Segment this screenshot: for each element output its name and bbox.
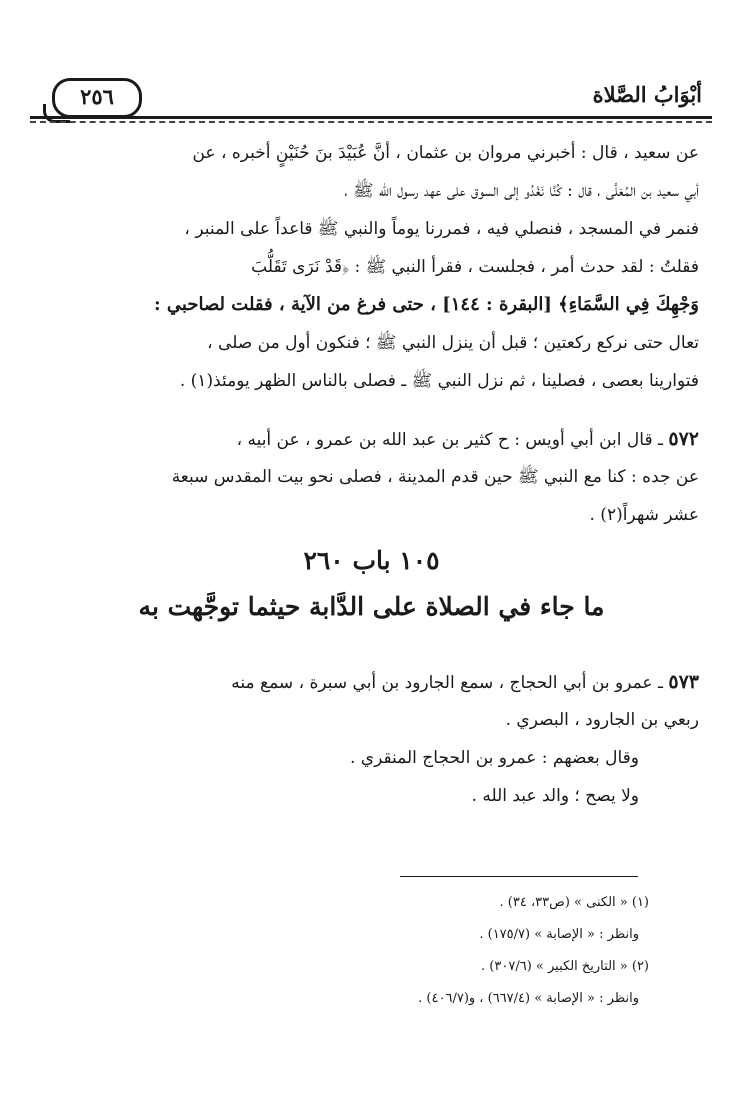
text-line: وقال بعضهم : عمرو بن الحجاج المنقري . <box>349 748 639 768</box>
hadith-number: ٥٧٣ <box>668 671 699 693</box>
hadith-text: ـ عمرو بن أبي الحجاج ، سمع الجارود بن أبي سبرة ، سمع منه <box>231 673 663 693</box>
text-line: عشر شهراً(٢) . <box>589 505 699 525</box>
hadith-572 <box>45 420 699 534</box>
text-line: تعال حتى نركع ركعتين ؛ قبل أن ينزل النبي ﷺ ؛ فنكون أول من صلى ، <box>207 333 699 353</box>
text-line: عن جده : كنا مع النبي ﷺ حين قدم المدينة ، فصلى نحو بيت المقدس سبعة <box>171 467 699 487</box>
hadith-text: ـ قال ابن أبي أويس : ح كثير بن عبد الله بن عمرو ، عن أبيه ، <box>236 430 663 450</box>
hadith-number: ٥٧٢ <box>668 428 699 450</box>
text-line: عن سعيد ، قال : أخبرني مروان بن عثمان ، أنَّ عُبَيْدَ بنَ حُنَيْنٍ أخبره ، عن <box>192 143 699 163</box>
text-line: فنمر في المسجد ، فنصلي فيه ، فمررنا يوماً والنبي ﷺ قاعداً على المنبر ، <box>184 219 699 239</box>
text-line: أبي سعيد بن المُعَلَّى ، قال : كُنَّا نَغْدُو إلى السوق على عهد رسول الله ﷺ ، <box>344 181 699 201</box>
footnote: وانظر : « الإصابة » (١٧٥/٧) . <box>479 927 639 942</box>
text-line: وَجْهِكَ فِي السَّمَاءِ﴾ [البقرة : ١٤٤] ، حتى فرغ من الآية ، فقلت لصاحبي : <box>153 294 699 315</box>
footnote: وانظر : « الإصابة » (٦٦٧/٤) ، و(٤٠٦/٧) . <box>418 991 639 1006</box>
text-line <box>45 663 699 701</box>
footnote: (٢) « التاريخ الكبير » (٣٠٧/٦) . <box>481 959 649 974</box>
paragraph-continuation <box>45 134 699 400</box>
chapter-title: ما جاء في الصلاة على الدَّابة حيثما توجَّهت به <box>138 592 605 621</box>
page-header <box>30 78 712 118</box>
text-line: فتوارينا بعصى ، فصلينا ، ثم نزل النبي ﷺ ـ فصلى بالناس الظهر يومئذ(١) . <box>179 371 699 391</box>
hadith-573 <box>45 663 699 815</box>
footnote-separator <box>400 876 638 877</box>
chapter-number: ١٠٥ باب ٢٦٠ <box>303 546 440 575</box>
text-line: ولا يصح ؛ والد عبد الله . <box>471 786 639 806</box>
running-title: أبْوَابُ الصَّلاة <box>592 82 702 107</box>
text-line: فقلتُ : لقد حدث أمر ، فجلست ، فقرأ النبي ﷺ : ﴿قَدْ نَرَى تَقَلُّبَ <box>251 257 699 277</box>
footnotes <box>229 887 649 1015</box>
header-rule <box>30 116 712 119</box>
text-line <box>45 420 699 458</box>
footnote: (١) « الكنى » (ص٣٣، ٣٤) . <box>499 895 649 910</box>
page-number: ٢٥٦ <box>52 78 142 118</box>
text-line: ربعي بن الجارود ، البصري . <box>505 710 699 730</box>
